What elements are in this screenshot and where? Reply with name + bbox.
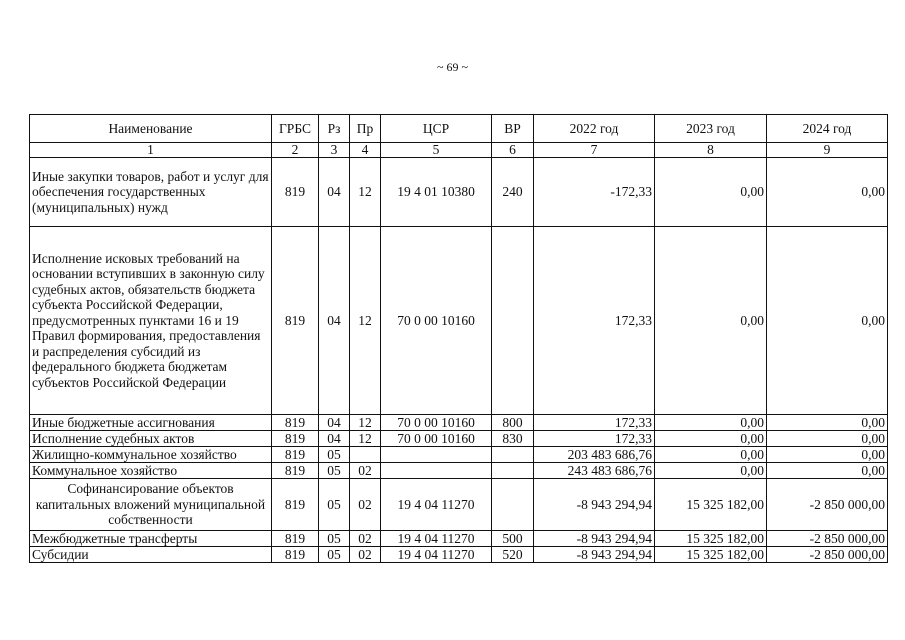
row-grbs: 819 [272,415,319,431]
row-2022: -8 943 294,94 [534,547,655,563]
row-name: Коммунальное хозяйство [30,463,272,479]
row-pr: 12 [350,158,381,227]
row-2022: -172,33 [534,158,655,227]
column-number: 9 [767,143,888,158]
header-name: Наименование [30,115,272,143]
row-2023: 0,00 [655,158,767,227]
header-2022: 2022 год [534,115,655,143]
row-grbs: 819 [272,431,319,447]
header-rz: Рз [319,115,350,143]
row-2022: 172,33 [534,415,655,431]
row-name: Жилищно-коммунальное хозяйство [30,447,272,463]
column-number: 2 [272,143,319,158]
row-2023: 15 325 182,00 [655,479,767,531]
row-name: Иные бюджетные ассигнования [30,415,272,431]
row-2024: -2 850 000,00 [767,479,888,531]
row-pr: 12 [350,415,381,431]
column-number: 1 [30,143,272,158]
row-csr: 19 4 01 10380 [381,158,492,227]
row-2023: 0,00 [655,447,767,463]
row-2023: 0,00 [655,463,767,479]
row-2022: 243 483 686,76 [534,463,655,479]
page-number: ~ 69 ~ [437,60,468,74]
row-name: Субсидии [30,547,272,563]
row-2024: -2 850 000,00 [767,547,888,563]
row-name: Иные закупки товаров, работ и услуг для обеспечения государственных (муниципальных) нужд [30,158,272,227]
row-pr: 02 [350,479,381,531]
row-csr: 19 4 04 11270 [381,479,492,531]
header-csr: ЦСР [381,115,492,143]
row-2022: -8 943 294,94 [534,479,655,531]
row-vr [492,463,534,479]
row-rz: 05 [319,447,350,463]
row-rz: 05 [319,463,350,479]
table-row [30,158,888,227]
row-vr: 800 [492,415,534,431]
row-name: Межбюджетные трансферты [30,531,272,547]
row-pr: 02 [350,463,381,479]
row-2022: -8 943 294,94 [534,531,655,547]
table-header-row [30,115,888,143]
row-vr: 830 [492,431,534,447]
row-grbs: 819 [272,227,319,415]
header-2023: 2023 год [655,115,767,143]
row-csr: 19 4 04 11270 [381,531,492,547]
row-rz: 05 [319,479,350,531]
row-csr [381,463,492,479]
row-vr [492,447,534,463]
column-number: 3 [319,143,350,158]
row-vr: 500 [492,531,534,547]
row-2024: 0,00 [767,227,888,415]
table-row [30,227,888,415]
row-2023: 15 325 182,00 [655,547,767,563]
row-rz: 04 [319,227,350,415]
row-grbs: 819 [272,447,319,463]
row-2024: 0,00 [767,447,888,463]
table-row [30,447,888,463]
row-rz: 04 [319,415,350,431]
row-pr: 02 [350,531,381,547]
row-grbs: 819 [272,547,319,563]
header-grbs: ГРБС [272,115,319,143]
column-number-row [30,143,888,158]
row-2023: 0,00 [655,431,767,447]
row-2023: 0,00 [655,227,767,415]
row-2024: -2 850 000,00 [767,531,888,547]
row-pr: 02 [350,547,381,563]
row-2024: 0,00 [767,158,888,227]
row-vr: 240 [492,158,534,227]
row-2023: 0,00 [655,415,767,431]
row-pr: 12 [350,431,381,447]
row-2024: 0,00 [767,431,888,447]
row-csr: 70 0 00 10160 [381,431,492,447]
table-row [30,479,888,531]
table-row [30,431,888,447]
row-grbs: 819 [272,158,319,227]
header-2024: 2024 год [767,115,888,143]
row-2022: 203 483 686,76 [534,447,655,463]
table-row [30,531,888,547]
row-rz: 04 [319,431,350,447]
table-row [30,415,888,431]
row-csr [381,447,492,463]
row-2024: 0,00 [767,415,888,431]
row-2024: 0,00 [767,463,888,479]
row-2022: 172,33 [534,431,655,447]
column-number: 5 [381,143,492,158]
table-row [30,547,888,563]
row-name: Софинансирование объектов капитальных вложений муниципальной собственности [30,479,272,531]
header-vr: ВР [492,115,534,143]
row-rz: 05 [319,547,350,563]
row-2023: 15 325 182,00 [655,531,767,547]
column-number: 6 [492,143,534,158]
row-grbs: 819 [272,531,319,547]
row-grbs: 819 [272,463,319,479]
row-csr: 70 0 00 10160 [381,415,492,431]
row-name: Исполнение судебных актов [30,431,272,447]
column-number: 8 [655,143,767,158]
row-vr [492,479,534,531]
row-rz: 04 [319,158,350,227]
table-row [30,463,888,479]
row-grbs: 819 [272,479,319,531]
header-pr: Пр [350,115,381,143]
row-csr: 70 0 00 10160 [381,227,492,415]
column-number: 7 [534,143,655,158]
row-vr [492,227,534,415]
row-csr: 19 4 04 11270 [381,547,492,563]
row-2022: 172,33 [534,227,655,415]
column-number: 4 [350,143,381,158]
row-pr [350,447,381,463]
row-rz: 05 [319,531,350,547]
row-pr: 12 [350,227,381,415]
budget-table [29,114,888,563]
row-vr: 520 [492,547,534,563]
row-name: Исполнение исковых требований на основании вступивших в законную силу судебных актов, обязательств бюджета субъекта Российской Федерации, предусмотренных пунктами 16 и 19 Правил формирования, предоставления и распределения субсидий из федерального бюджета бюджетам субъектов Российской Федерации [30,227,272,415]
